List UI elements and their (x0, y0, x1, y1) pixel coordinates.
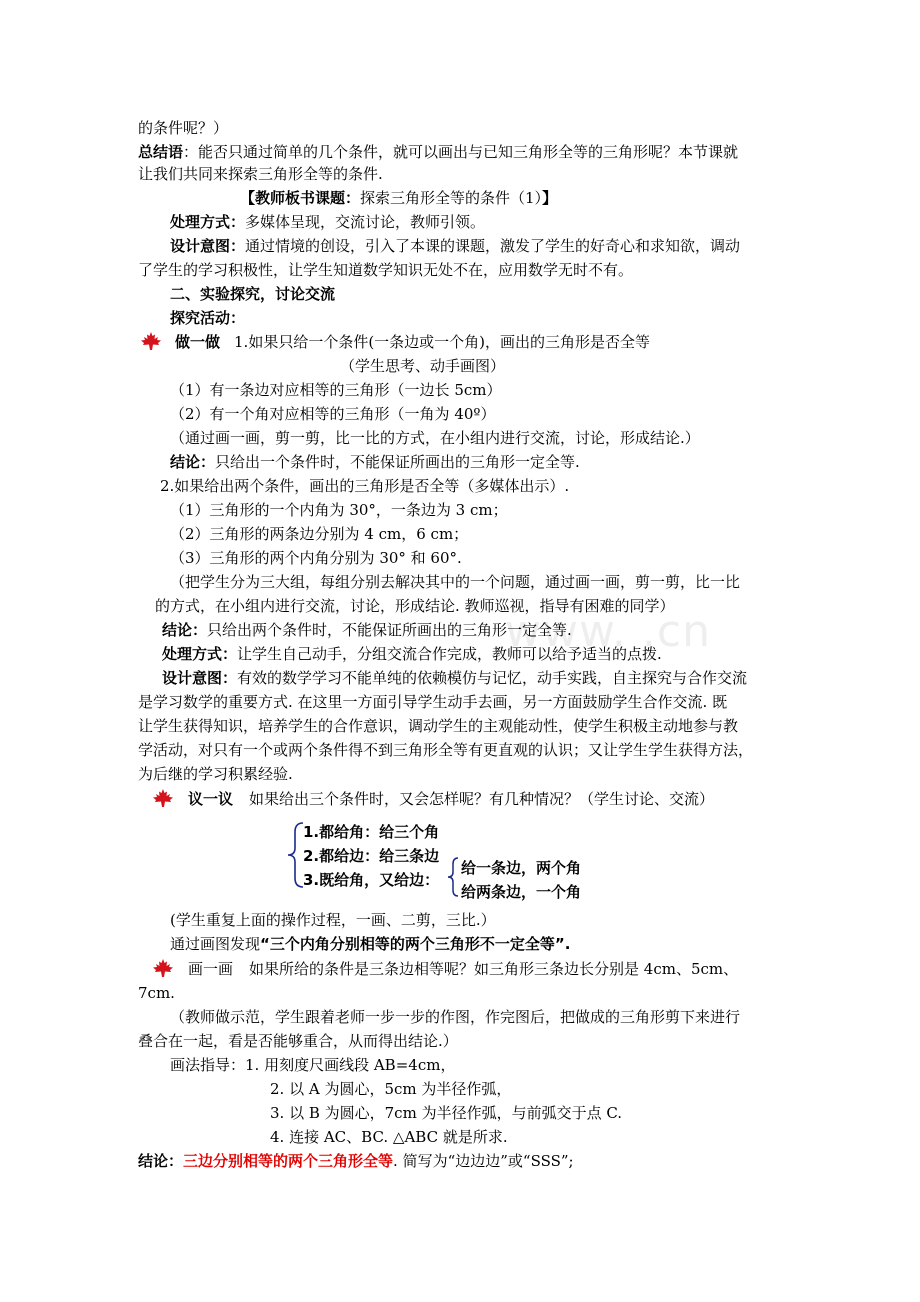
text-line: （教师做示范，学生跟着老师一步一步的作图，作完图后，把做成的三角形剪下来进行 (170, 1008, 741, 1026)
summary-label: 总结语 (138, 143, 184, 161)
method-line (170, 212, 485, 232)
lesson-title-line (240, 188, 557, 208)
conclusion-label: 结论： (170, 453, 216, 471)
draw-text: 如果所给的条件是三条边相等呢？如三角形三条边长分别是 4cm、5cm、 (249, 960, 739, 978)
conclusion-text: 只给出两个条件时，不能保证所画出的三角形一定全等. (207, 621, 572, 639)
case-item: 3.既给角，又给边： (303, 871, 440, 889)
text-line: 是学习数学的重要方式. 在这里一方面引导学生动手去画，另一方面鼓励学生合作交流. 既 (138, 693, 728, 711)
discuss-text: 如果给出三个条件时，又会怎样呢？有几种情况？（学生讨论、交流） (249, 790, 715, 808)
text-line: 为后继的学习积累经验. (138, 765, 293, 783)
case-subitem: 给一条边，两个角 (461, 859, 582, 877)
draw-line (188, 959, 738, 979)
text-line: 让我们共同来探索三角形全等的条件. (138, 165, 383, 183)
text-line: 2.如果给出两个条件，画出的三角形是否全等（多媒体出示）. (160, 477, 570, 495)
discuss-label: 议一议 (188, 790, 234, 808)
text-line: 的条件呢？） (138, 119, 229, 137)
finding-statement: “三个内角分别相等的两个三角形不一定全等”. (260, 935, 571, 953)
intent-text: 通过情境的创设，引入了本课的课题，激发了学生的好奇心和求知欲，调动 (245, 237, 741, 255)
draw-label: 画一画 (188, 960, 234, 978)
step-line: 3. 以 B 为圆心，7cm 为半径作弧，与前弧交于点 C. (270, 1104, 623, 1122)
method-text: 让学生自己动手，分组交流合作完成，教师可以给予适当的点拨. (237, 645, 662, 663)
text-line: （通过画一画，剪一剪，比一比的方式，在小组内进行交流，讨论，形成结论.） (170, 429, 700, 447)
conclusion-line (170, 452, 580, 472)
intent-line (170, 236, 740, 256)
do-it-label: 做一做 (175, 333, 221, 351)
text-line: (学生重复上面的操作过程，一画、二剪，三比.） (170, 911, 496, 929)
do-it-line (175, 332, 650, 352)
lesson-title-end: 】 (542, 189, 558, 207)
text-line: （学生思考、动手画图） (340, 357, 506, 375)
text-line: 学活动，对只有一个或两个条件得不到三角形全等有更直观的认识；又让学生学生获得方法， (138, 741, 754, 759)
activity-heading: 探究活动： (170, 309, 246, 327)
conclusion-line (138, 1151, 574, 1171)
text-line: （把学生分为三大组，每组分别去解决其中的一个问题，通过画一画，剪一剪，比一比 (170, 573, 741, 591)
case-subitem: 给两条边，一个角 (461, 883, 582, 901)
step-line: 2. 以 A 为圆心，5cm 为半径作弧， (270, 1080, 512, 1098)
method-text: 多媒体呈现，交流讨论，教师引领。 (245, 213, 486, 231)
summary-line (138, 142, 738, 162)
intent-line (162, 668, 747, 688)
text-line: （3）三角形的两个内角分别为 30° 和 60°. (170, 549, 462, 567)
do-it-text: 1.如果只给一个条件(一条边或一个角)，画出的三角形是否全等 (234, 333, 651, 351)
watermark: www. .cn (505, 606, 711, 657)
conclusion-label: 结论： (162, 621, 208, 639)
lesson-title: 探索三角形全等的条件（1） (360, 189, 543, 207)
text-line: （1）三角形的一个内角为 30°，一条边为 3 cm； (170, 501, 508, 519)
case-item: 2.都给边：给三条边 (303, 847, 440, 865)
left-brace-icon (445, 856, 461, 898)
text-line: 7cm. (138, 984, 175, 1002)
maple-leaf-icon (140, 331, 162, 351)
finding-prefix: 通过画图发现 (170, 935, 261, 953)
sss-theorem: 三边分别相等的两个三角形全等 (183, 1152, 394, 1170)
intent-text: 有效的数学学习不能单纯的依赖模仿与记忆，动手实践，自主探究与合作交流 (237, 669, 748, 687)
text-line: 叠合在一起，看是否能够重合，从而得出结论.） (138, 1032, 458, 1050)
text-line: 让学生获得知识，培养学生的合作意识，调动学生的主观能动性，使学生积极主动地参与教 (138, 717, 739, 735)
conclusion-line (162, 620, 572, 640)
conclusion-text: 只给出一个条件时，不能保证所画出的三角形一定全等. (215, 453, 580, 471)
conclusion-label: 结论： (138, 1152, 184, 1170)
method-label: 处理方式： (170, 213, 246, 231)
text-line: （1）有一条边对应相等的三角形（一边长 5cm） (170, 381, 502, 399)
text-line: 的方式，在小组内进行交流，讨论，形成结论. 教师巡视，指导有困难的同学） (155, 597, 675, 615)
text-line: （2）有一个角对应相等的三角形（一角为 40º） (170, 405, 496, 423)
method-label: 处理方式： (162, 645, 238, 663)
maple-leaf-icon (152, 788, 174, 808)
finding-line (170, 934, 570, 954)
maple-leaf-icon (152, 958, 174, 978)
intent-label: 设计意图： (170, 237, 246, 255)
case-item: 1.都给角：给三个角 (303, 823, 440, 841)
step-line: 4. 连接 AC、BC. △ABC 就是所求. (270, 1128, 508, 1146)
summary-text: ：能否只通过简单的几个条件，就可以画出与已知三角形全等的三角形呢？本节课就 (183, 143, 739, 161)
text-line: （2）三角形的两条边分别为 4 cm，6 cm； (170, 525, 469, 543)
intent-label: 设计意图： (162, 669, 238, 687)
step-line: 画法指导：1. 用刻度尺画线段 AB=4cm， (170, 1056, 456, 1074)
conclusion-text: . 简写为“边边边”或“SSS”; (393, 1152, 574, 1170)
section-heading: 二、实验探究，讨论交流 (170, 285, 336, 303)
discuss-line (188, 789, 714, 809)
method-line (162, 644, 662, 664)
text-line: 了学生的学习积极性，让学生知道数学知识无处不在，应用数学无时不有。 (138, 261, 634, 279)
lesson-title-label: 【教师板书课题： (240, 189, 361, 207)
